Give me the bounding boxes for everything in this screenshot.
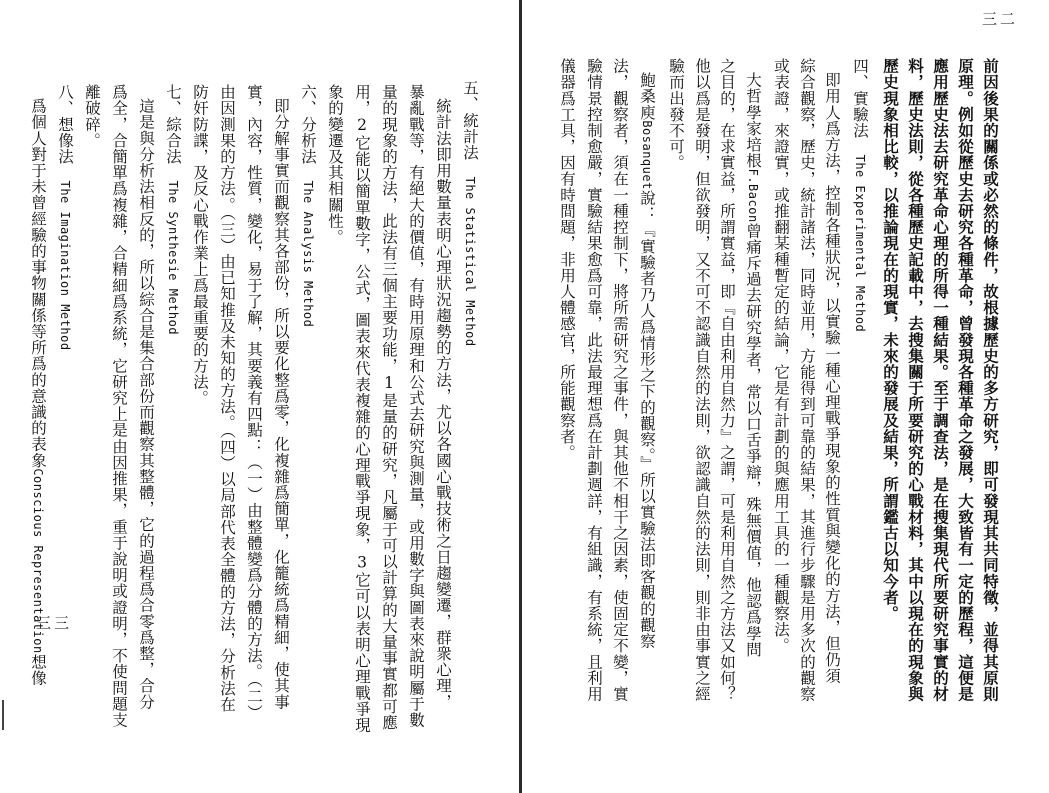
text-column: 法，觀察者，須在一種控制下，將所需研究之事件，與其他不相干之因素，使固定不變，實 — [611, 58, 629, 702]
text-column: 由因測果的方法。（三）由已知推及未知的方法。（四）以局部代表全體的方法，分析法在 — [218, 84, 236, 713]
text-column: 驗情景控制愈嚴，實驗結果愈爲可靠，此法最理想爲在計劃週詳，有組識，有系統，且利用 — [585, 58, 603, 702]
heading-latin: The Imagination Method — [58, 180, 72, 351]
text-column: 量的現象的方法，此法有三個主要功能，1是量的研究，凡屬于可以計算的大量事實都可應 — [380, 84, 398, 731]
text-column: 爲全，合簡單爲複雜，合精細爲系統，它研究上是由因推果，重于說明或證明，不使問題支 — [110, 84, 128, 728]
heading-latin: The Experimental Method — [853, 154, 867, 333]
heading-text: 四、實驗法 — [851, 58, 869, 139]
section-heading-analysis — [298, 84, 318, 327]
right-page — [524, 0, 1049, 793]
heading-text: 七、綜合法 — [164, 84, 182, 165]
inline-text: 說：『實驗者乃人爲情形之下的觀察。』所以實驗法即客觀的觀察 — [638, 189, 656, 649]
text-column: 他以爲是發明，但欲發明，又不可不認識自然的法則，欲認識自然的法則，則非由事實之經 — [693, 58, 711, 702]
heading-text: 五、統計法 — [461, 80, 479, 161]
text-column: 儀器爲工具，因有時間題，非用人體感官，所能觀察者。 — [558, 58, 576, 461]
inline-text: 大哲學家培根 — [744, 72, 762, 169]
text-column: 象的變遷及其相關性。 — [326, 84, 344, 245]
section-heading-statistical — [460, 80, 480, 347]
inline-latin: Conscious Representation — [31, 468, 45, 654]
left-page-number: 三三 — [36, 614, 73, 632]
text-column: 即用人爲方法，控制各種狀況，以實驗一種心理戰爭現象的性質與變化的方法，但仍須 — [823, 72, 841, 684]
heading-text: 八、想像法 — [56, 84, 74, 165]
text-column: 原理。例如從歷史去研究各種革命，曾發現各種革命之發展，大致皆有一定的歷程，這便是 — [956, 58, 975, 702]
text-column: 或表證，來證實，或推翻某種暫定的結論，它是有計劃的與應用工具的一種觀察法。 — [772, 58, 790, 654]
right-page-number: 三二 — [982, 10, 1019, 28]
inline-latin: Bosanquet — [640, 120, 654, 190]
text-column: 綜合觀察，歷史，統計諸法，同時並用，方能得到可靠的結果，其進行步驟是用多次的觀察 — [798, 58, 816, 702]
inline-text: 鮑桑庾 — [638, 72, 656, 121]
heading-latin: The Analysis Method — [301, 180, 315, 328]
section-heading-synthesis — [163, 84, 183, 335]
text-column: 實，內容，性質，變化，易于了解，其要義有四點：（一）由整體變爲分體的方法。（二） — [245, 84, 263, 721]
text-column: 歷史現象相比較，以推論現在的現實，未來的發展及結果，所謂鑑古以知今者。 — [881, 58, 900, 622]
left-page — [0, 0, 524, 793]
section-heading-imagination — [55, 84, 75, 351]
inline-text: 曾痛斥過去研究學者，常以口舌爭辯，殊無價值，他認爲學問 — [744, 222, 762, 658]
text-column-mixed — [637, 72, 657, 649]
heading-latin: The Statistical Method — [463, 176, 477, 347]
text-column: 前因後果的關係或必然的條件，故根據歷史的多方研究，即可發現其共同特徵，並得其原則 — [981, 58, 1000, 702]
text-column: 這是與分析法相反的，所以綜合是集合部份而觀察其整體，它的過程爲合零爲整，合分 — [137, 98, 155, 710]
text-column: 離破碎。 — [83, 84, 101, 149]
text-column: 應用歷史法去研究革命心理的所得一種結果。至于調查法，是在搜集現代所要研究事實的材 — [931, 58, 950, 702]
text-column: 統計法即用數量表明心理狀況趨勢的方法，尤以各國心戰技術之日趨變遷，群衆心理， — [434, 98, 452, 710]
text-column-mixed — [743, 72, 763, 657]
text-column: 之目的，在求實益，所謂實益，即『自由利用自然力』之謂，可是利用自然之方法又如何？ — [718, 58, 736, 702]
inline-text: 爲個人對于未曾經驗的事物關係等所爲的意識的表象 — [29, 98, 47, 469]
section-heading-experimental — [850, 58, 870, 332]
text-column: 料，歷史法則，從各種歷史記載中，去搜集關于所要研究的心戰材料，其中以現在的現象與 — [906, 58, 925, 702]
heading-text: 六、分析法 — [299, 84, 317, 165]
text-column: 即分解事實而觀察其各部份，所以要化整爲零，化複雜爲簡單，化籠統爲精細，使其事 — [272, 98, 290, 710]
inline-latin: F.Bacon — [746, 168, 760, 223]
heading-latin: The Synthesie Method — [166, 180, 180, 336]
inline-text: 想像 — [29, 653, 47, 686]
text-column-mixed — [28, 98, 48, 686]
text-column: 暴亂戰等，有絕大的價值，有時用原理和公式去研究與測量，或用數字與圖表來說明屬于數 — [407, 84, 425, 728]
text-column: 防奸防諜，及反心戰作業上爲最重要的方法。 — [191, 84, 209, 406]
text-column: 用，2它能以簡單數字，公式，圖表來代表複雜的心理戰爭現象，3它可以表明心理戰爭現 — [353, 84, 371, 733]
text-column: 驗而出發不可。 — [667, 58, 685, 171]
